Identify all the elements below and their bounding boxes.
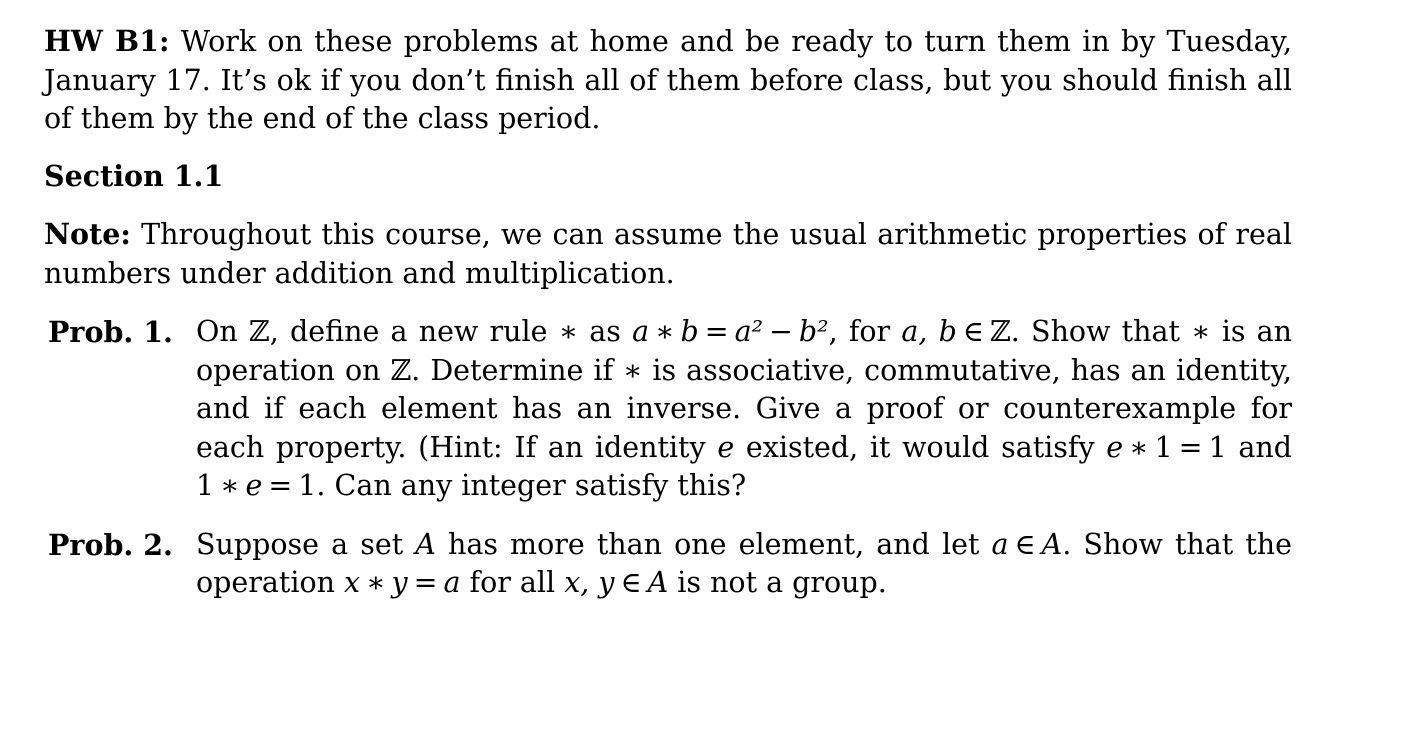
- math-number: 1: [1208, 430, 1227, 464]
- p1-text: . Can any integer satisfy this?: [316, 469, 747, 502]
- math-var: e: [1106, 430, 1124, 464]
- star-operator: ∗: [1191, 315, 1211, 348]
- note-text: Throughout this course, we can assume the usual arithmetic properties of real numbers under addition and multiplication.: [44, 218, 1292, 290]
- star-operator: ∗: [366, 566, 386, 599]
- integers-symbol: ℤ: [248, 315, 270, 348]
- star-operator: ∗: [655, 315, 675, 348]
- math-var: A: [647, 566, 669, 599]
- star-operator: ∗: [220, 469, 240, 502]
- problem-1: [48, 313, 1292, 506]
- star-operator: ∗: [623, 353, 643, 387]
- p1-text: . Determine if: [411, 353, 623, 387]
- minus-sign: −: [769, 315, 793, 348]
- problem-2-body: [196, 526, 1292, 603]
- p1-text: On: [196, 315, 249, 348]
- math-number: 1: [298, 469, 317, 502]
- star-operator: ∗: [558, 315, 579, 348]
- p1-text: , for: [828, 315, 902, 348]
- math-var: y: [391, 566, 408, 599]
- math-number: 1: [1154, 430, 1173, 464]
- p1-text: is associative, commutative, has an identity, and if each element has an inverse. Give a proof or counterexample for each property. (Hint: If an identity: [196, 353, 1292, 464]
- equals-sign: =: [268, 469, 293, 502]
- math-var: b: [680, 315, 699, 348]
- p1-text: and: [1226, 430, 1292, 464]
- section-title: Section 1.1: [44, 158, 224, 193]
- math-var: x: [344, 566, 361, 599]
- p1-text: as: [578, 315, 633, 348]
- homework-page: [44, 22, 1292, 623]
- p2-text: has more than one element, and let: [435, 527, 992, 561]
- element-of-sign: ∈: [1014, 527, 1036, 561]
- note-label: Note:: [44, 217, 131, 251]
- p1-text: . Show that: [1010, 315, 1192, 348]
- element-of-sign: ∈: [620, 566, 642, 599]
- math-var: a: [991, 527, 1009, 561]
- p2-text: . Show that the operation: [196, 527, 1292, 599]
- math-var: e: [717, 430, 735, 464]
- problem-2: [48, 526, 1292, 603]
- p2-text: Suppose a set: [196, 527, 416, 561]
- hw-text: Work on these problems at home and be ready to turn them in by Tuesday, January 17. It’s ok if you don’t finish all of them before class, but you should finish all of them by the end of the class period.: [44, 25, 1293, 135]
- math-var: A: [415, 527, 436, 561]
- equals-sign: =: [413, 566, 438, 599]
- star-operator: ∗: [1129, 430, 1149, 464]
- p2-text: for all: [460, 566, 565, 599]
- math-var: e: [245, 469, 263, 502]
- math-number: 1: [196, 469, 215, 502]
- math-vars: a, b: [901, 315, 957, 348]
- p1-text: existed, it would satisfy: [734, 430, 1107, 464]
- integers-symbol: ℤ: [989, 315, 1011, 348]
- problem-1-body: [196, 313, 1292, 506]
- note: [44, 215, 1292, 293]
- math-term: b²: [798, 315, 829, 348]
- math-var: a: [632, 315, 650, 348]
- math-term: a²: [734, 315, 764, 348]
- integers-symbol: ℤ: [390, 353, 412, 387]
- hw-instructions: [44, 22, 1292, 139]
- math-var: A: [1041, 527, 1063, 561]
- problem-1-label: Prob. 1.: [48, 315, 173, 349]
- equals-sign: =: [1178, 430, 1203, 464]
- p1-text: is an operation on: [196, 315, 1292, 387]
- math-vars: x, y: [564, 566, 615, 599]
- element-of-sign: ∈: [962, 315, 984, 348]
- problem-2-label: Prob. 2.: [48, 527, 173, 562]
- equals-sign: =: [704, 315, 729, 348]
- math-var: a: [443, 566, 461, 599]
- p1-text: , define a new rule: [269, 315, 559, 348]
- p2-text: is not a group.: [668, 566, 887, 599]
- hw-label: HW B1:: [44, 24, 170, 58]
